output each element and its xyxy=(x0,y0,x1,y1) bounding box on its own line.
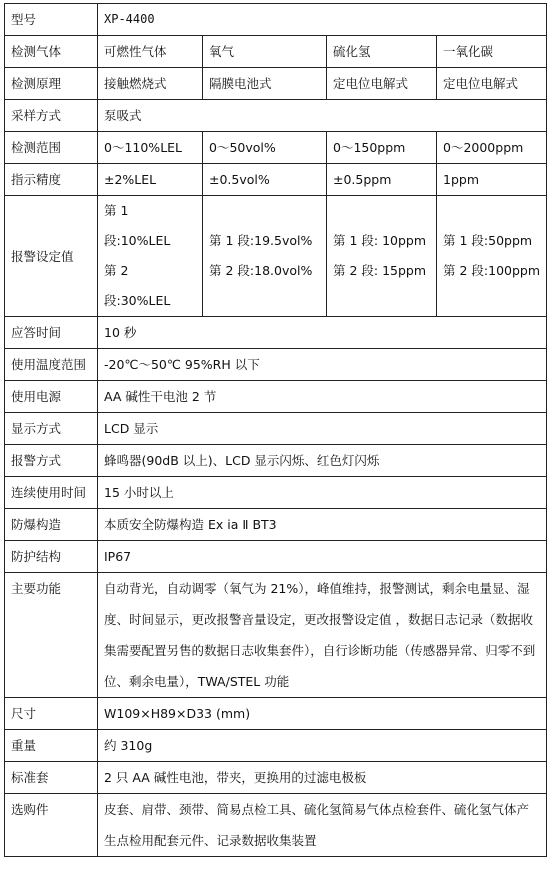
row-model xyxy=(5,4,547,36)
row-label: 连续使用时间 xyxy=(5,477,98,509)
cell: 硫化氢 xyxy=(327,36,437,68)
row-label: 重量 xyxy=(5,730,98,762)
row-value: -20℃～50℃ 95%RH 以下 xyxy=(98,349,547,381)
row-temperature xyxy=(5,349,547,381)
row-label: 显示方式 xyxy=(5,413,98,445)
row-precision xyxy=(5,164,547,196)
row-label: 报警设定值 xyxy=(5,196,98,317)
row-power xyxy=(5,381,547,413)
row-label: 防爆构造 xyxy=(5,509,98,541)
row-label: 报警方式 xyxy=(5,445,98,477)
row-response xyxy=(5,317,547,349)
cell: 定电位电解式 xyxy=(327,68,437,100)
row-value: IP67 xyxy=(98,541,547,573)
row-range xyxy=(5,132,547,164)
cell: 1ppm xyxy=(437,164,547,196)
row-display xyxy=(5,413,547,445)
row-label: 型号 xyxy=(5,4,98,36)
cell xyxy=(327,196,437,317)
row-label: 标准套 xyxy=(5,762,98,794)
row-value: LCD 显示 xyxy=(98,413,547,445)
row-standard-kit xyxy=(5,762,547,794)
row-alarm-mode xyxy=(5,445,547,477)
row-functions xyxy=(5,573,547,698)
row-principle xyxy=(5,68,547,100)
cell: 氧气 xyxy=(203,36,327,68)
row-optional xyxy=(5,794,547,857)
row-value: AA 碱性干电池 2 节 xyxy=(98,381,547,413)
cell xyxy=(203,196,327,317)
cell: ±0.5vol% xyxy=(203,164,327,196)
row-alarm-set xyxy=(5,196,547,317)
row-value: 皮套、肩带、颈带、简易点检工具、硫化氢简易气体点检套件、硫化氢气体产生点检用配套元件、记录数据收集装置 xyxy=(98,794,547,857)
row-value: XP-4400 xyxy=(98,4,547,36)
cell: 0～150ppm xyxy=(327,132,437,164)
stage-2-value: 第 2 段: 15ppm xyxy=(333,263,427,278)
row-value: 本质安全防爆构造 Ex ia Ⅱ BT3 xyxy=(98,509,547,541)
row-label: 检测气体 xyxy=(5,36,98,68)
cell: 0～110%LEL xyxy=(98,132,203,164)
row-protection xyxy=(5,541,547,573)
cell: 可燃性气体 xyxy=(98,36,203,68)
row-label: 检测范围 xyxy=(5,132,98,164)
stage-1-value: 第 1 段:50ppm xyxy=(443,233,533,248)
cell: 一氧化碳 xyxy=(437,36,547,68)
stage-1-value: 第 1 段: 10ppm xyxy=(333,233,427,248)
row-value: 蜂鸣器(90dB 以上)、LCD 显示闪烁、红色灯闪烁 xyxy=(98,445,547,477)
row-value: 约 310g xyxy=(98,730,547,762)
cell: 隔膜电池式 xyxy=(203,68,327,100)
stage-1-value: 第 1 段:19.5vol% xyxy=(209,233,313,248)
row-label: 主要功能 xyxy=(5,573,98,698)
cell: 定电位电解式 xyxy=(437,68,547,100)
cell: 接触燃烧式 xyxy=(98,68,203,100)
cell: ±2%LEL xyxy=(98,164,203,196)
row-gas xyxy=(5,36,547,68)
stage-2-value: 第 2 段:18.0vol% xyxy=(209,263,313,278)
cell xyxy=(98,196,203,317)
row-label: 检测原理 xyxy=(5,68,98,100)
spec-table xyxy=(4,3,547,857)
row-label: 防护结构 xyxy=(5,541,98,573)
row-label: 指示精度 xyxy=(5,164,98,196)
row-weight xyxy=(5,730,547,762)
row-value: 泵吸式 xyxy=(98,100,547,132)
cell: 0～50vol% xyxy=(203,132,327,164)
stage-2-value: 第 2 段:30%LEL xyxy=(104,263,171,308)
row-sampling xyxy=(5,100,547,132)
row-label: 选购件 xyxy=(5,794,98,857)
row-value: 15 小时以上 xyxy=(98,477,547,509)
row-continuous-use xyxy=(5,477,547,509)
row-label: 使用电源 xyxy=(5,381,98,413)
row-label: 使用温度范围 xyxy=(5,349,98,381)
cell: ±0.5ppm xyxy=(327,164,437,196)
row-size xyxy=(5,698,547,730)
stage-2-value: 第 2 段:100ppm xyxy=(443,263,541,278)
row-value: 自动背光，自动调零（氧气为 21%），峰值维持，报警测试，剩余电量显、湿度、时间显示，更改报警音量设定，更改报警设定值 ，数据日志记录（数据收集需要配置另售的数据日志收集套件），自行诊断功能（传感器异常、归零不到位、剩余电量），TWA/STEL 功能 xyxy=(98,573,547,698)
row-value: 10 秒 xyxy=(98,317,547,349)
stage-1-value: 第 1 段:10%LEL xyxy=(104,203,171,248)
row-label: 应答时间 xyxy=(5,317,98,349)
row-value: 2 只 AA 碱性电池，带夹，更换用的过滤电极板 xyxy=(98,762,547,794)
row-explosion-proof xyxy=(5,509,547,541)
row-value: W109×H89×D33 (mm) xyxy=(98,698,547,730)
cell: 0～2000ppm xyxy=(437,132,547,164)
row-label: 尺寸 xyxy=(5,698,98,730)
row-label: 采样方式 xyxy=(5,100,98,132)
cell xyxy=(437,196,547,317)
